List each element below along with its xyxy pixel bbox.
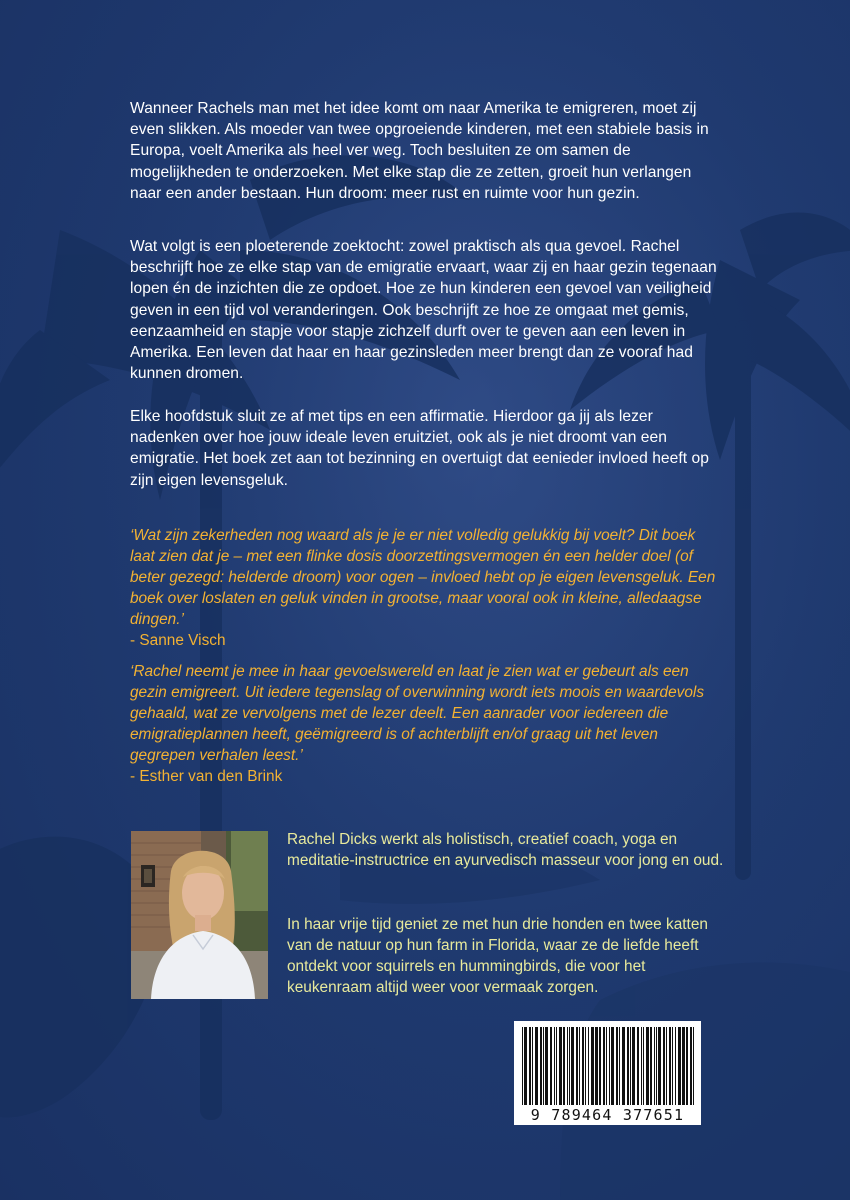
barcode-bar [554,1027,555,1105]
description-paragraph-1: Wanneer Rachels man met het idee komt om naar Amerika te emigreren, moet zij even slikken. Als moeder van twee opgroeiende kinderen, met een stabiele basis in Europa, voelt Amerika als heel ver weg. Toch besluiten ze om samen de mogelijkheden te onderzoeken. Met elke stap die ze zetten, groeit hun verlangen naar een ander bestaan. Hun droom: meer rust en ruimte voor hun gezin. [130,100,709,202]
quote-author: - Esther van den Brink [130,768,283,785]
barcode-bar [559,1027,562,1105]
barcode-bar [658,1027,661,1105]
barcode-bar [672,1027,673,1105]
barcode-bar [543,1027,544,1105]
barcode-bar [646,1027,649,1105]
barcode-bar [599,1027,601,1105]
barcode-bar [686,1027,688,1105]
description-paragraph-2: Wat volgt is een ploeterende zoektocht: zowel praktisch als qua gevoel. Rachel beschrijft hoe ze elke stap van de emigratie ervaart, waar zij en haar gezin tegenaan lopen én de inzichten die ze opdoet. Hoe ze hun kinderen een gevoel van veiligheid geven in een tijd vol veranderingen. Ook beschrijft ze hoe ze omgaat met gemis, eenzaamheid en stapje voor stapje zichzelf durft over te geven aan een leven in Amerika. Een leven dat haar en haar gezinsleden meer brengt dan ze vooraf had kunnen dromen. [130,238,717,383]
barcode-bar [535,1027,538,1105]
barcode-bar [611,1027,614,1105]
quote-author: - Sanne Visch [130,632,226,649]
barcode-bar [540,1027,542,1105]
barcode-bar [643,1027,644,1105]
barcode-bar [522,1027,523,1105]
barcode-bar [678,1027,681,1105]
barcode-bar [571,1027,574,1105]
review-quote-1 [130,525,720,651]
barcode-bar [669,1027,671,1105]
author-bio-paragraph-1: Rachel Dicks werkt als holistisch, creatief coach, yoga en meditatie-instructrice en ayurvedisch masseur voor jong en oud. [287,831,724,869]
description-paragraph-3: Elke hoofdstuk sluit ze af met tips en een affirmatie. Hierdoor ga jij als lezer nadenken over hoe jouw ideale leven eruitziet, ook als je niet droomt van een emigratie. Het boek zet aan tot bezinning en overtuigt dat eenieder invloed heeft op zijn eigen levensgeluk. [130,408,709,489]
barcode-bar [576,1027,578,1105]
barcode-bar [579,1027,580,1105]
barcode-bar [529,1027,531,1105]
barcode-bar [532,1027,533,1105]
barcode-bar [603,1027,605,1105]
author-photo [131,831,268,999]
barcode-bar [627,1027,629,1105]
barcode-bar [619,1027,620,1105]
barcode-bar [582,1027,584,1105]
barcode-bar [650,1027,652,1105]
isbn-number: 9 789464 377651 [530,1106,685,1124]
barcode-bar [663,1027,665,1105]
barcode-bar [675,1027,676,1105]
barcode-bar [693,1027,694,1105]
quote-text: ‘Wat zijn zekerheden nog waard als je je er niet volledig gelukkig bij voelt? Dit boek laat zien dat je – met een flinke dosis doorzettingsvermogen én een helder doel (of beter gezegd: helderde droom) voor ogen – invloed hebt op je eigen levensgeluk. Een boek over loslaten en geluk vinden in grootse, maar vooral ook in kleine, alledaagse dingen.’ [130,527,716,628]
barcode-bar [622,1027,625,1105]
isbn-barcode [514,1021,701,1125]
barcode-bar [569,1027,570,1105]
barcode-bar [556,1027,557,1105]
barcode-bar [563,1027,565,1105]
barcode-bar [588,1027,589,1105]
barcode-bars [514,1021,701,1107]
quote-text: ‘Rachel neemt je mee in haar gevoelswereld en laat je zien wat er gebeurt als een gezin emigreert. Uit iedere tegenslag of overwinning wordt iets moois en waardevols gehaald, wat ze vervolgens met de lezer deelt. Een aanrader voor iedereen die emigratieplannen heeft, geëmigreerd is of achterblijft en/of graag uit het leven gegrepen verhalen leest.’ [130,663,705,764]
barcode-bar [545,1027,548,1105]
barcode-bar [632,1027,635,1105]
barcode-bar [641,1027,642,1105]
barcode-bar [637,1027,639,1105]
barcode-bar [666,1027,667,1105]
barcode-bar [550,1027,552,1105]
barcode-bar [630,1027,631,1105]
barcode-bar [567,1027,568,1105]
barcode-bar [595,1027,598,1105]
barcode-bar [585,1027,586,1105]
barcode-bar [609,1027,610,1105]
barcode-bar [616,1027,618,1105]
barcode-bar [654,1027,655,1105]
barcode-bar [656,1027,657,1105]
review-quote-2 [130,661,720,787]
author-bio-paragraph-2: In haar vrije tijd geniet ze met hun drie honden en twee katten van de natuur op hun farm in Florida, waar ze de liefde heeft ontdekt voor squirrels en hummingbirds, die voor het keukenraam altijd weer voor vermaak zorgen. [287,916,708,996]
barcode-bar [690,1027,692,1105]
barcode-bar [524,1027,527,1105]
barcode-bar [682,1027,685,1105]
barcode-bar [606,1027,607,1105]
barcode-bar [591,1027,594,1105]
